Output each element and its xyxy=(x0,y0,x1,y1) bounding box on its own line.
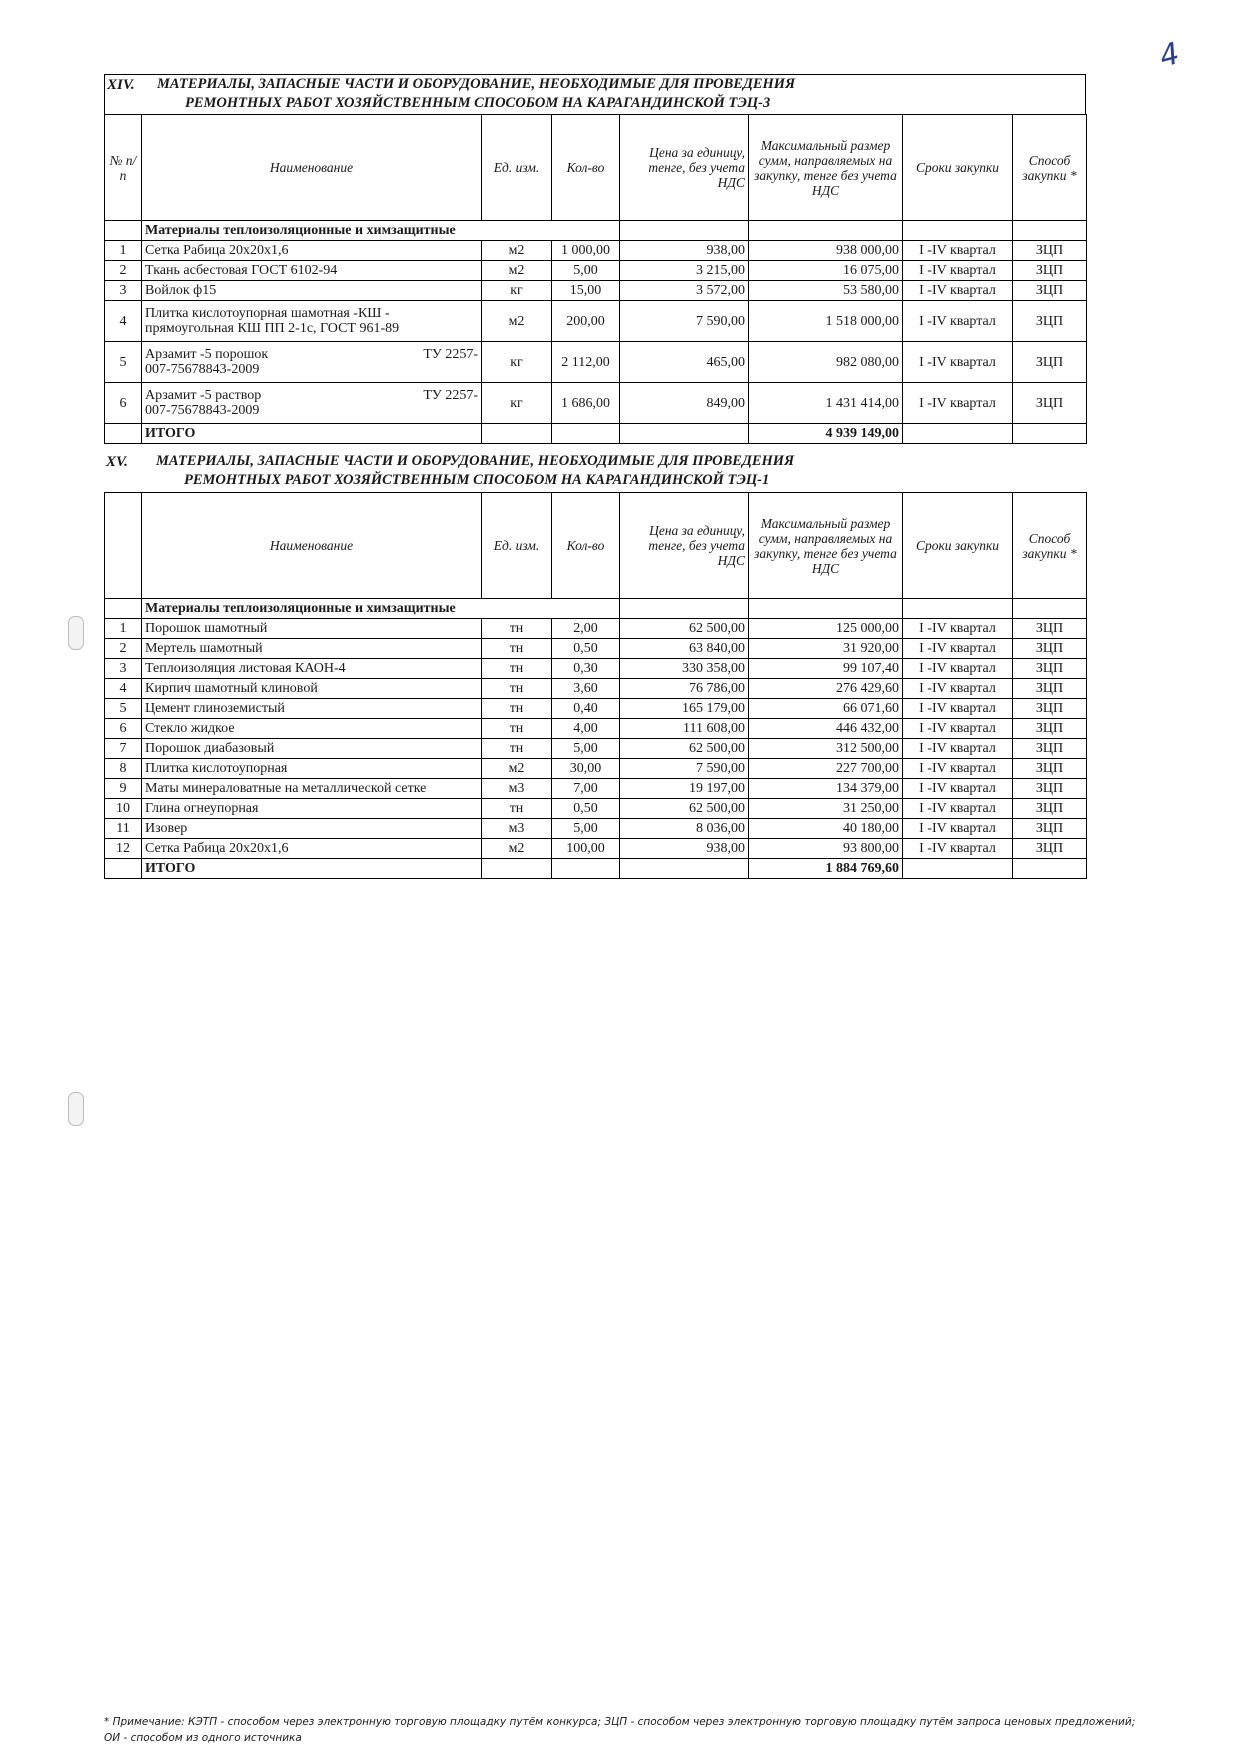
materials-table xyxy=(104,114,1087,444)
table-row: 7 Порошок диабазовый тн 5,00 62 500,00 312 500,00 I -IV квартал ЗЦП xyxy=(105,739,1087,759)
section-xiv xyxy=(104,74,1086,444)
header-name: Наименование xyxy=(142,493,482,599)
total-label: ИТОГО xyxy=(142,424,482,444)
header-max-sum: Максимальный размер сумм, направляемых на закупку, тенге без учета НДС xyxy=(749,115,903,221)
table-row: 1 Сетка Рабица 20х20х1,6 м2 1 000,00 938,00 938 000,00 I -IV квартал ЗЦП xyxy=(105,241,1087,261)
total-value: 1 884 769,60 xyxy=(749,859,903,879)
table-row: 6 Арзамит -5 раствор ТУ 2257- 007-75678843-2009 кг 1 686,00 849,00 1 431 414,00 I -IV квартал ЗЦП xyxy=(105,383,1087,424)
section-title-line2: РЕМОНТНЫХ РАБОТ ХОЗЯЙСТВЕННЫМ СПОСОБОМ НА КАРАГАНДИНСКОЙ ТЭЦ-3 xyxy=(185,95,771,111)
table-row: 5 Цемент глиноземистый тн 0,40 165 179,00 66 071,60 I -IV квартал ЗЦП xyxy=(105,699,1087,719)
header-qty: Кол-во xyxy=(552,493,620,599)
header-method: Способ закупки * xyxy=(1013,493,1087,599)
table-row: 4 Кирпич шамотный клиновой тн 3,60 76 786,00 276 429,60 I -IV квартал ЗЦП xyxy=(105,679,1087,699)
category-label: Материалы теплоизоляционные и химзащитные xyxy=(142,599,552,619)
section-xv xyxy=(104,452,1086,879)
header-qty: Кол-во xyxy=(552,115,620,221)
table-row: 3 Теплоизоляция листовая КАОН-4 тн 0,30 330 358,00 99 107,40 I -IV квартал ЗЦП xyxy=(105,659,1087,679)
table-row: 5 Арзамит -5 порошок ТУ 2257- 007-75678843-2009 кг 2 112,00 465,00 982 080,00 I -IV квартал ЗЦП xyxy=(105,342,1087,383)
footnote: * Примечание: КЭТП - способом через электронную торговую площадку путём конкурса; ЗЦП - способом через электронную торговую площадку путём запроса ценовых предложений; ОИ - способом из одного источника xyxy=(104,1716,1136,1744)
punch-hole xyxy=(68,616,84,650)
header-period: Сроки закупки xyxy=(903,493,1013,599)
table-row: 2 Мертель шамотный тн 0,50 63 840,00 31 920,00 I -IV квартал ЗЦП xyxy=(105,639,1087,659)
table-row: 1 Порошок шамотный тн 2,00 62 500,00 125 000,00 I -IV квартал ЗЦП xyxy=(105,619,1087,639)
section-number: XV. xyxy=(106,454,128,470)
section-number: XIV. xyxy=(107,77,135,93)
section-title xyxy=(104,74,1086,114)
total-row xyxy=(105,424,1087,444)
header-num: № п/п xyxy=(105,115,142,221)
materials-table xyxy=(104,492,1087,879)
total-label: ИТОГО xyxy=(142,859,482,879)
section-title xyxy=(104,452,1086,492)
category-row xyxy=(105,221,1087,241)
header-max-sum: Максимальный размер сумм, направляемых на закупку, тенге без учета НДС xyxy=(749,493,903,599)
table-row: 2 Ткань асбестовая ГОСТ 6102-94 м2 5,00 3 215,00 16 075,00 I -IV квартал ЗЦП xyxy=(105,261,1087,281)
header-num xyxy=(105,493,142,599)
table-row: 6 Стекло жидкое тн 4,00 111 608,00 446 432,00 I -IV квартал ЗЦП xyxy=(105,719,1087,739)
table-row: 10 Глина огнеупорная тн 0,50 62 500,00 31 250,00 I -IV квартал ЗЦП xyxy=(105,799,1087,819)
page-number: 4 xyxy=(1155,36,1184,75)
header-name: Наименование xyxy=(142,115,482,221)
table-header xyxy=(105,493,1087,599)
table-row: 3 Войлок ф15 кг 15,00 3 572,00 53 580,00 I -IV квартал ЗЦП xyxy=(105,281,1087,301)
category-row xyxy=(105,599,1087,619)
header-period: Сроки закупки xyxy=(903,115,1013,221)
table-row: 12 Сетка Рабица 20х20х1,6 м2 100,00 938,00 93 800,00 I -IV квартал ЗЦП xyxy=(105,839,1087,859)
header-price: Цена за единицу, тенге, без учета НДС xyxy=(620,115,749,221)
table-row: 9 Маты минераловатные на металлической сетке м3 7,00 19 197,00 134 379,00 I -IV квартал ЗЦП xyxy=(105,779,1087,799)
punch-hole xyxy=(68,1092,84,1126)
section-title-line2: РЕМОНТНЫХ РАБОТ ХОЗЯЙСТВЕННЫМ СПОСОБОМ НА КАРАГАНДИНСКОЙ ТЭЦ-1 xyxy=(184,472,770,488)
table-row: 11 Изовер м3 5,00 8 036,00 40 180,00 I -IV квартал ЗЦП xyxy=(105,819,1087,839)
section-title-line1: МАТЕРИАЛЫ, ЗАПАСНЫЕ ЧАСТИ И ОБОРУДОВАНИЕ, НЕОБХОДИМЫЕ ДЛЯ ПРОВЕДЕНИЯ xyxy=(157,76,796,92)
header-unit: Ед. изм. xyxy=(482,115,552,221)
category-label: Материалы теплоизоляционные и химзащитные xyxy=(142,221,552,241)
section-title-line1: МАТЕРИАЛЫ, ЗАПАСНЫЕ ЧАСТИ И ОБОРУДОВАНИЕ, НЕОБХОДИМЫЕ ДЛЯ ПРОВЕДЕНИЯ xyxy=(156,453,795,469)
header-method: Способ закупки * xyxy=(1013,115,1087,221)
table-header xyxy=(105,115,1087,221)
header-unit: Ед. изм. xyxy=(482,493,552,599)
total-value: 4 939 149,00 xyxy=(749,424,903,444)
header-price: Цена за единицу, тенге, без учета НДС xyxy=(620,493,749,599)
table-row: 8 Плитка кислотоупорная м2 30,00 7 590,00 227 700,00 I -IV квартал ЗЦП xyxy=(105,759,1087,779)
table-row: 4 Плитка кислотоупорная шамотная -КШ - прямоугольная КШ ПП 2-1с, ГОСТ 961-89 м2 200,00 7 590,00 1 518 000,00 I -IV квартал ЗЦП xyxy=(105,301,1087,342)
total-row xyxy=(105,859,1087,879)
